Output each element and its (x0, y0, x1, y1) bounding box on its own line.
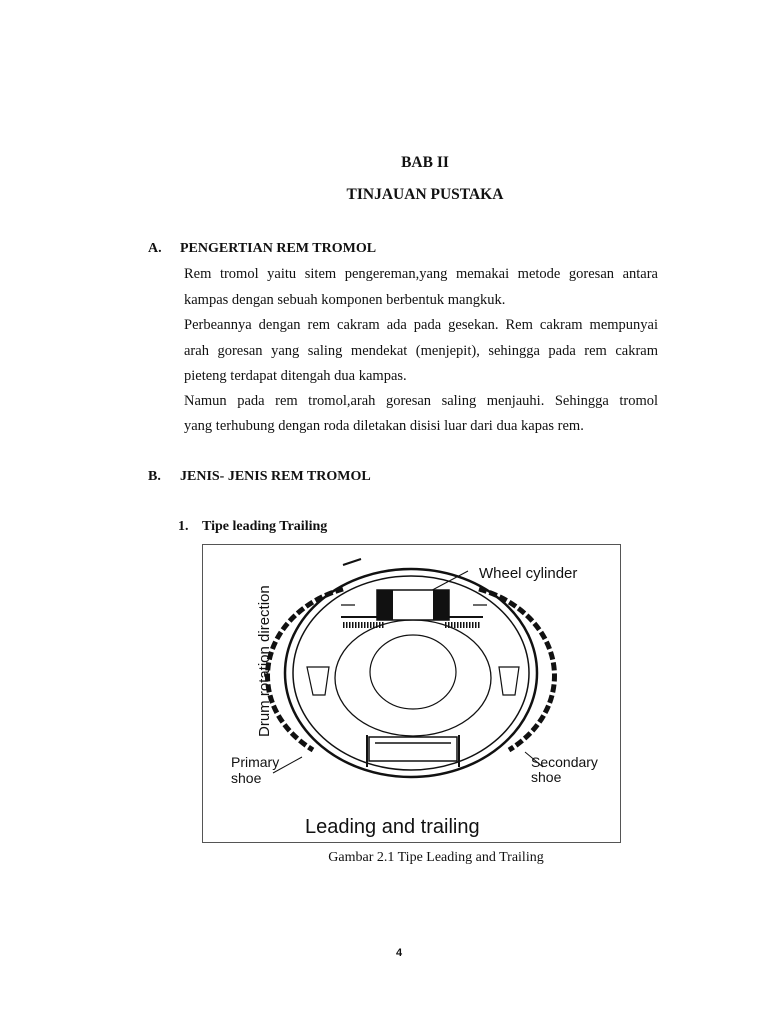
label-wheel-cylinder: Wheel cylinder (479, 565, 578, 582)
paragraph-line: arah goresan yang saling mendekat (menjepit), sehingga pada rem cakram (184, 343, 658, 359)
primary-shoe-lining (268, 589, 343, 750)
label-secondary-shoe: shoe (531, 769, 562, 785)
backing-plate (335, 620, 491, 736)
section-a-marker: A. (148, 241, 162, 256)
label-primary-shoe: shoe (231, 770, 262, 786)
page-number: 4 (396, 947, 403, 959)
label-drum-rotation: Drum rotation direction (256, 585, 273, 737)
paragraph-line: Namun pada rem tromol,arah goresan saling menjauhi. Sehingga tromol (184, 393, 658, 409)
section-a-title: PENGERTIAN REM TROMOL (180, 241, 377, 256)
section-a-heading (148, 241, 376, 257)
section-b-title: JENIS- JENIS REM TROMOL (180, 469, 371, 484)
paragraph-line: Rem tromol yaitu sitem pengereman,yang memakai metode goresan antara (184, 266, 658, 282)
subsection-1-marker: 1. (178, 519, 189, 534)
rotation-arrow (343, 559, 361, 565)
chapter-title: TINJAUAN PUSTAKA (346, 186, 504, 203)
paragraph-line: yang terhubung dengan roda diletakan disisi luar dari dua kapas rem. (184, 418, 584, 434)
figure-inner-title: Leading and trailing (305, 816, 480, 838)
chapter-number: BAB II (401, 154, 449, 171)
subsection-1-heading (178, 519, 327, 535)
section-b-heading (148, 469, 371, 485)
figure-caption: Gambar 2.1 Tipe Leading and Trailing (328, 850, 544, 865)
paragraph-line: Perbeannya dengan rem cakram ada pada gesekan. Rem cakram mempunyai (184, 317, 658, 333)
label-secondary: Secondary (531, 754, 598, 770)
hub (370, 635, 456, 709)
paragraph-line: kampas dengan sebuah komponen berbentuk mangkuk. (184, 292, 506, 308)
right-anchor (499, 667, 519, 695)
drum-brake-figure (202, 544, 621, 843)
adjuster (369, 737, 457, 761)
subsection-1-title: Tipe leading Trailing (202, 519, 328, 534)
drum-brake-diagram (203, 545, 620, 842)
label-primary: Primary (231, 754, 280, 770)
section-b-marker: B. (148, 469, 161, 484)
paragraph-line: pieteng terdapat ditengah dua kampas. (184, 368, 407, 384)
left-anchor (307, 667, 329, 695)
